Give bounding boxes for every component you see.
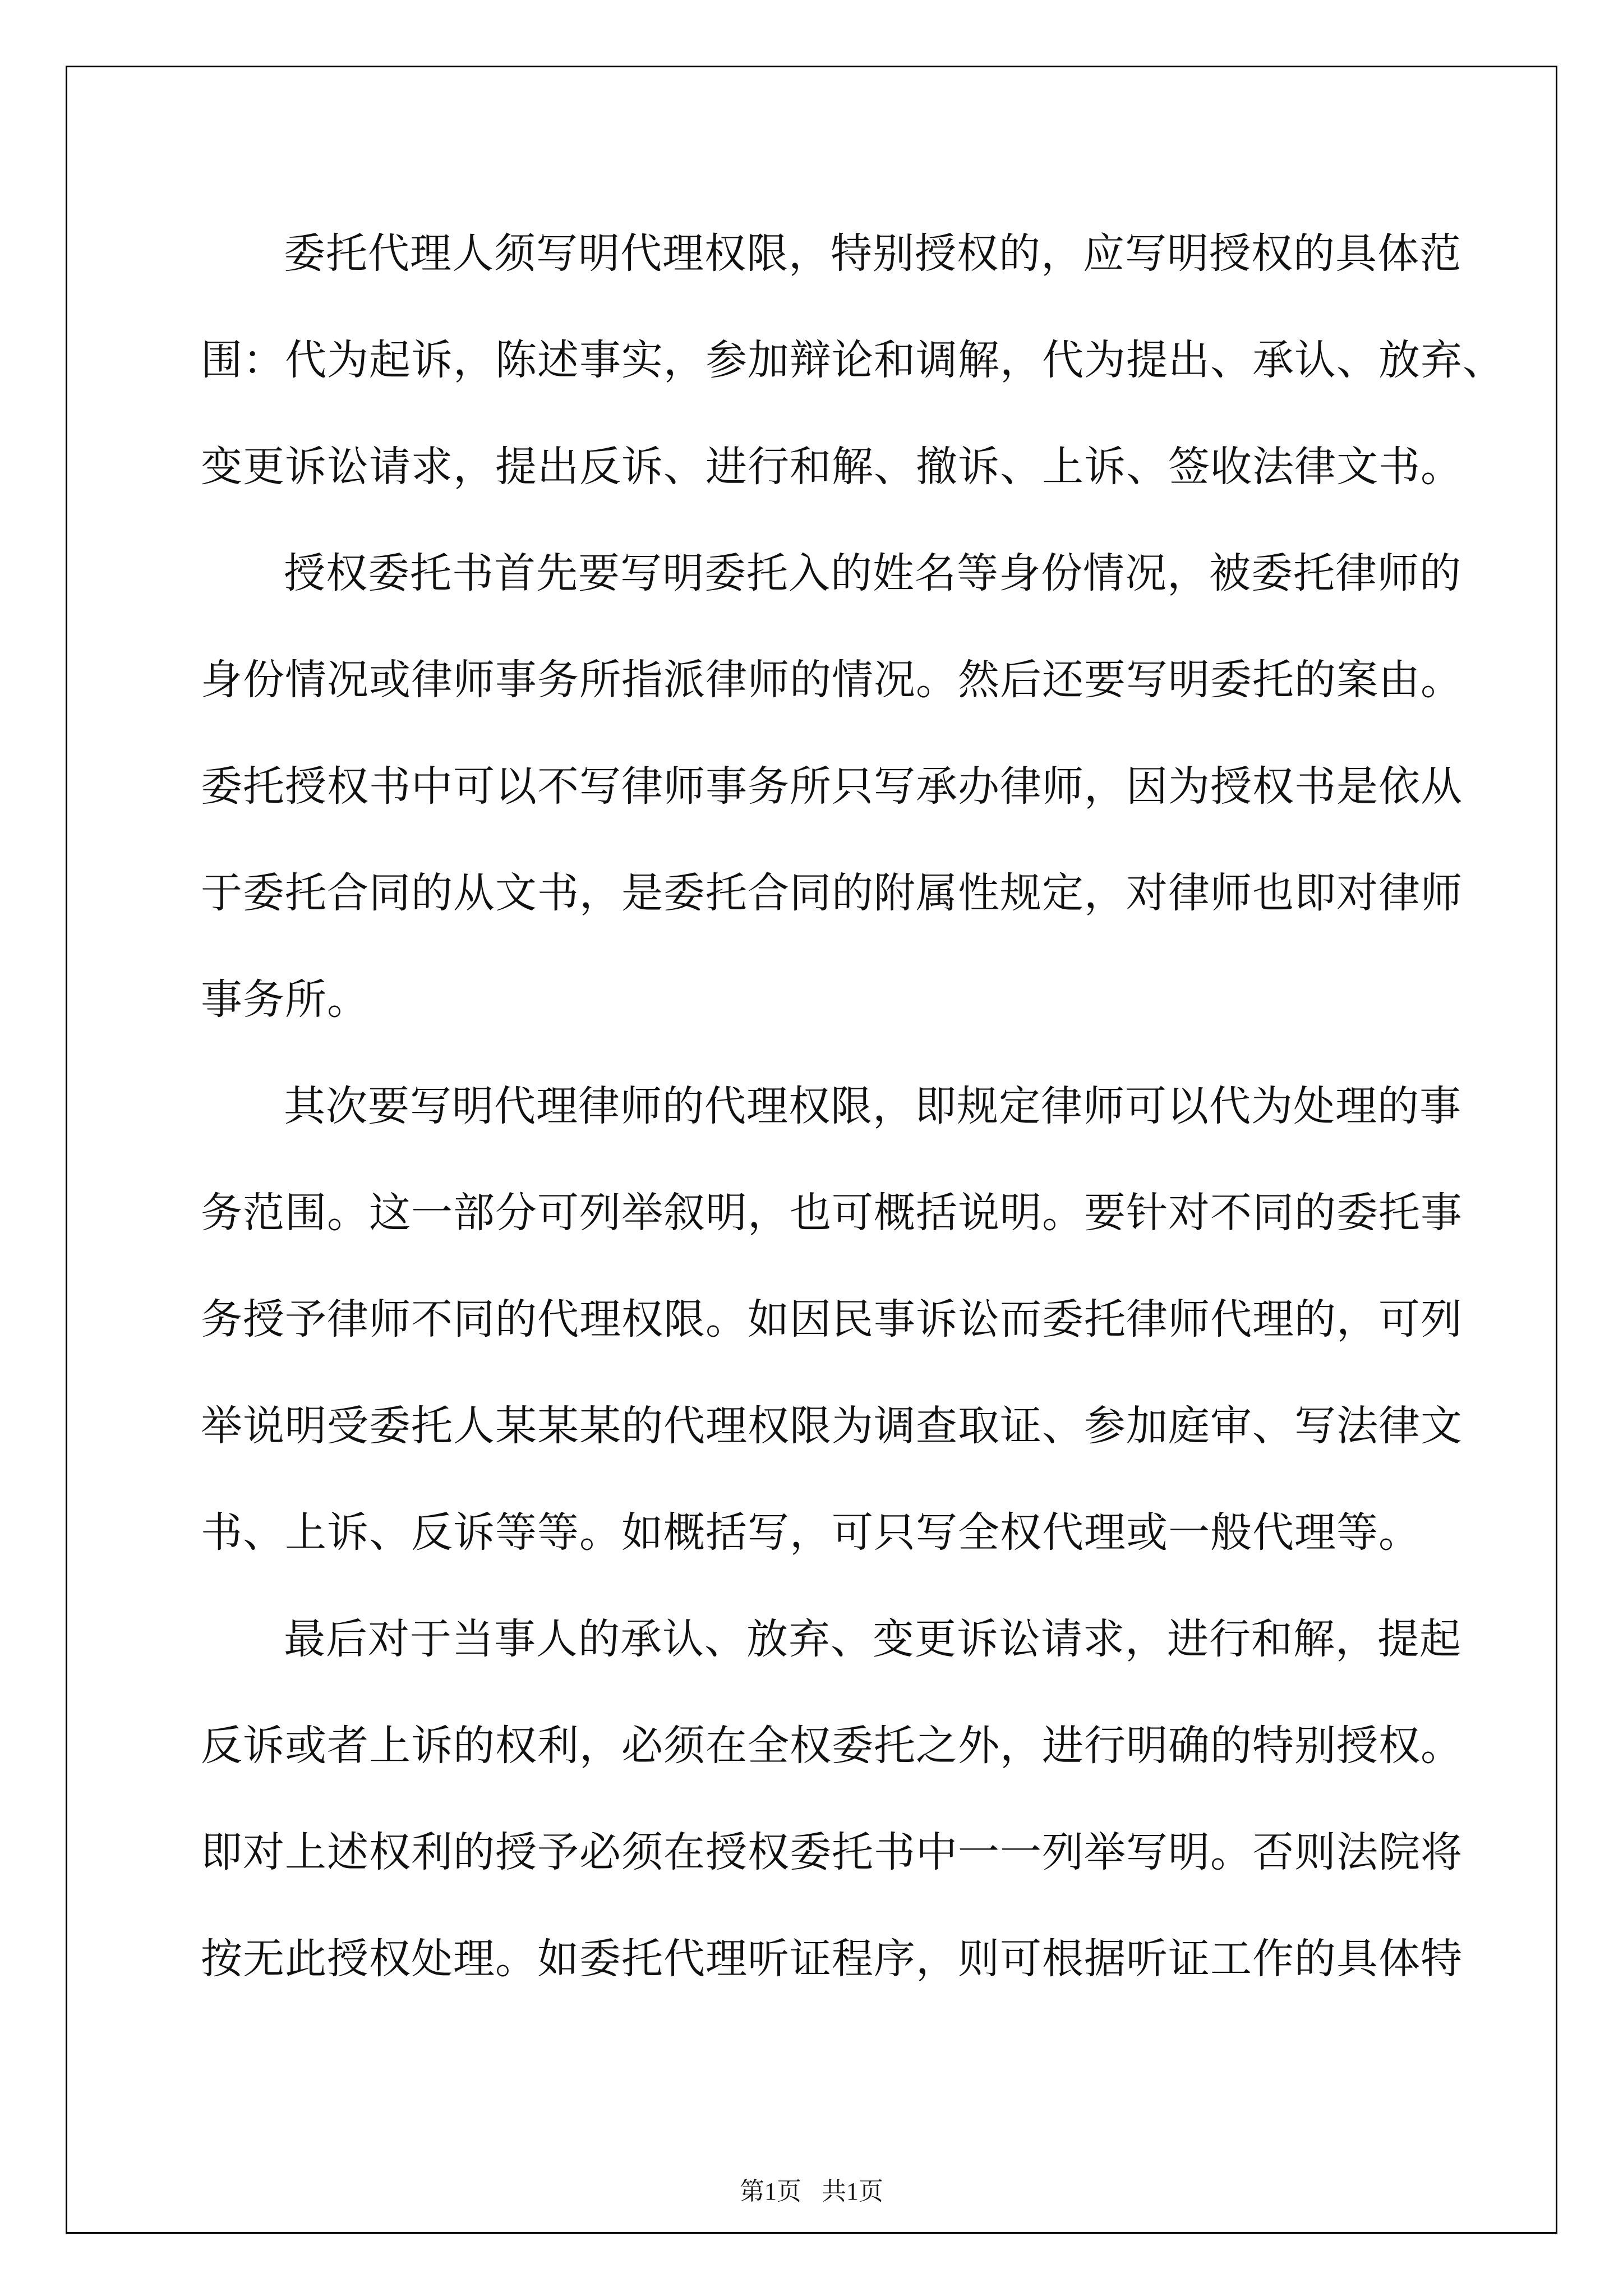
text-line: 围：代为起诉，陈述事实，参加辩论和调解，代为提出、承认、放弃、 <box>201 336 1505 384</box>
text-line: 反诉或者上诉的权利，必须在全权委托之外，进行明确的特别授权。 <box>201 1722 1463 1770</box>
text-line: 即对上述权利的授予必须在授权委托书中一一列举写明。否则法院将 <box>201 1828 1463 1876</box>
text-line: 委托代理人须写明代理权限，特别授权的，应写明授权的具体范 <box>284 229 1461 278</box>
page-number-current: 第1页 <box>740 2178 801 2205</box>
text-line: 授权委托书首先要写明委托入的姓名等身份情况，被委托律师的 <box>284 549 1461 597</box>
text-line: 举说明受委托人某某某的代理权限为调查取证、参加庭审、写法律文 <box>201 1402 1463 1450</box>
document-body <box>201 200 1505 2012</box>
text-line: 按无此授权处理。如委托代理听证程序，则可根据听证工作的具体特 <box>201 1935 1463 1983</box>
paragraph-1 <box>201 200 1505 520</box>
paragraph-3 <box>201 1053 1463 1586</box>
text-line: 委托授权书中可以不写律师事务所只写承办律师，因为授权书是依从 <box>201 762 1463 811</box>
paragraph-4 <box>201 1586 1463 2012</box>
text-line: 最后对于当事人的承认、放弃、变更诉讼请求，进行和解，提起 <box>284 1615 1461 1663</box>
text-line: 事务所。 <box>201 976 369 1024</box>
text-line: 书、上诉、反诉等等。如概括写，可只写全权代理或一般代理等。 <box>201 1508 1421 1557</box>
text-line: 身份情况或律师事务所指派律师的情况。然后还要写明委托的案由。 <box>201 656 1463 704</box>
paragraph-2 <box>201 520 1463 1053</box>
text-line: 变更诉讼请求，提出反诉、进行和解、撤诉、上诉、签收法律文书。 <box>201 443 1463 491</box>
text-line: 务授予律师不同的代理权限。如因民事诉讼而委托律师代理的，可列 <box>201 1295 1463 1343</box>
text-line: 务范围。这一部分可列举叙明，也可概括说明。要针对不同的委托事 <box>201 1189 1463 1237</box>
page-number-total: 共1页 <box>822 2178 883 2205</box>
text-line: 于委托合同的从文书，是委托合同的附属性规定，对律师也即对律师 <box>201 869 1463 917</box>
page-footer <box>0 2171 1623 2207</box>
text-line: 其次要写明代理律师的代理权限，即规定律师可以代为处理的事 <box>284 1082 1461 1130</box>
